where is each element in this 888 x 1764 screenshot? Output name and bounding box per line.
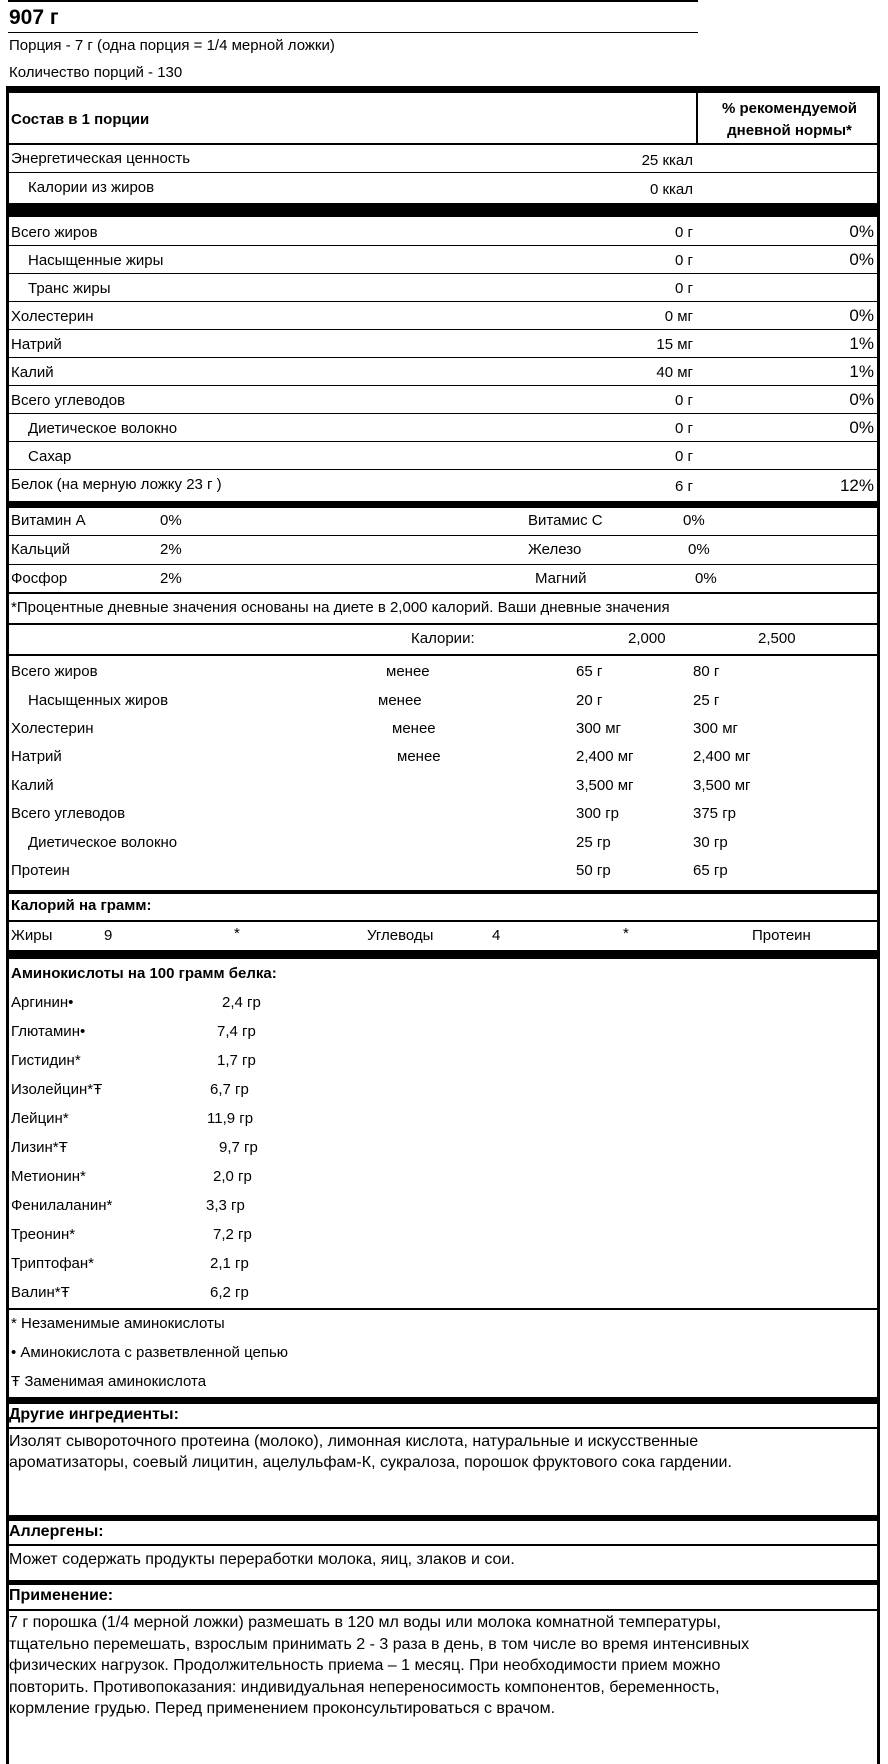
nutrient-label: Белок (на мерную ложку 23 г )	[11, 476, 222, 493]
nutrient-label: Калий	[11, 364, 54, 381]
nutrient-label: Транс жиры	[28, 280, 111, 297]
amino-value: 3,3 гр	[206, 1197, 245, 1214]
amino-name: Лейцин*	[11, 1110, 69, 1127]
daily-value-header: % рекомендуемой дневной нормы*	[721, 100, 858, 139]
reference-qualifier: менее	[392, 720, 436, 737]
nutrient-label: Насыщенные жиры	[28, 252, 164, 269]
divider	[8, 654, 880, 656]
reference-v2: 80 г	[693, 663, 720, 680]
allergens-text: Может содержать продукты переработки молока, яиц, злаков и сои.	[9, 1551, 515, 1568]
nutrient-dv: 0%	[849, 306, 874, 325]
thick-rule	[6, 86, 880, 93]
nutrient-label: Сахар	[28, 448, 72, 465]
divider	[8, 1308, 880, 1310]
reference-v2: 65 гр	[693, 862, 728, 879]
nutrient-dv: 0%	[849, 222, 874, 241]
nutrient-dv: 1%	[849, 334, 874, 353]
amino-name: Изолейцин*Ŧ	[11, 1081, 103, 1098]
nutrient-amount: 0 мг	[664, 308, 693, 325]
amino-acids-title: Аминокислоты на 100 грамм белка:	[11, 965, 277, 982]
nutrient-amount: 15 мг	[656, 336, 693, 353]
reference-label: Холестерин	[11, 720, 94, 737]
divider	[8, 32, 698, 33]
divider	[8, 172, 880, 173]
vitamin-label: Фосфор	[11, 570, 68, 587]
reference-v1: 50 гр	[576, 862, 611, 879]
nutrient-amount: 40 мг	[656, 364, 693, 381]
nutrient-amount: 0 г	[675, 448, 693, 465]
vitamin-label: Кальций	[11, 541, 70, 558]
divider	[6, 143, 880, 145]
usage-text: 7 г порошка (1/4 мерной ложки) размешать в 120 мл воды или молока комнатной температуры, тщательно перемешать, взрослым принимать 2 - 3 раза в день, в том числе во время интенсивных физических нагрузок. Продолжительность приема – 1 месяц. При необходимости прием можно повторить. Противопоказания: индивидуальная непереносимость компонентов, беременность, кормление грудью. Перед применением проконсультироваться с врачом.	[9, 1614, 750, 1717]
divider	[8, 245, 880, 246]
nutrient-amount: 0 г	[675, 280, 693, 297]
nutrient-dv: 0%	[849, 390, 874, 409]
reference-v1: 3,500 мг	[576, 777, 634, 794]
serving-size: Порция - 7 г (одна порция = 1/4 мерной ложки)	[9, 37, 335, 54]
top-rule	[8, 0, 698, 2]
nutrient-label: Всего углеводов	[11, 392, 126, 409]
divider	[8, 273, 880, 274]
divider	[8, 441, 880, 442]
divider	[8, 413, 880, 414]
divider	[8, 1427, 880, 1429]
vitamin-value: 0%	[160, 512, 182, 529]
nutrient-dv: 0%	[849, 250, 874, 269]
nutrient-amount: 0 г	[675, 420, 693, 437]
thick-rule	[6, 890, 880, 894]
amino-value: 2,1 гр	[210, 1255, 249, 1272]
reference-v1: 300 мг	[576, 720, 621, 737]
vitamin-value: 2%	[160, 570, 182, 587]
divider	[8, 623, 880, 625]
column-divider	[696, 93, 698, 144]
vitamin-label: Витамин А	[11, 512, 86, 529]
amino-value: 7,4 гр	[217, 1023, 256, 1040]
thick-rule	[6, 501, 880, 508]
amino-name: Фенилаланин*	[11, 1197, 113, 1214]
amino-name: Гистидин*	[11, 1052, 81, 1069]
amino-name: Лизин*Ŧ	[11, 1139, 68, 1156]
amino-value: 2,4 гр	[222, 994, 261, 1011]
nutrient-label: Холестерин	[11, 308, 94, 325]
calories-from-fat-label: Калории из жиров	[28, 179, 155, 196]
vitamin-label: Магний	[535, 570, 587, 587]
daily-values-footnote: *Процентные дневные значения основаны на диете в 2,000 калорий. Ваши дневные значения	[11, 599, 670, 616]
reference-label: Всего углеводов	[11, 805, 126, 822]
legend-bcaa: • Аминокислота с разветвленной цепью	[11, 1344, 289, 1361]
reference-v2: 300 мг	[693, 720, 738, 737]
vitamin-label: Витамис С	[528, 512, 603, 529]
reference-v2: 30 гр	[693, 834, 728, 851]
amino-name: Аргинин•	[11, 994, 74, 1011]
reference-v2: 3,500 мг	[693, 777, 751, 794]
amino-value: 1,7 гр	[217, 1052, 256, 1069]
separator-asterisk: *	[623, 925, 629, 942]
amino-name: Триптофан*	[11, 1255, 95, 1272]
reference-v1: 300 гр	[576, 805, 620, 822]
divider	[8, 385, 880, 386]
amino-value: 6,7 гр	[210, 1081, 249, 1098]
reference-label: Всего жиров	[11, 663, 98, 680]
vitamin-value: 0%	[695, 570, 717, 587]
reference-qualifier: менее	[378, 692, 422, 709]
box-left-border	[6, 86, 9, 1764]
nutrient-dv: 0%	[849, 418, 874, 437]
reference-v1: 20 г	[576, 692, 603, 709]
box-right-border	[877, 86, 880, 1764]
fat-label: Жиры	[11, 927, 53, 944]
reference-label: Насыщенных жиров	[28, 692, 169, 709]
vitamin-label: Железо	[528, 541, 582, 558]
vitamin-value: 2%	[160, 541, 182, 558]
carbs-label: Углеводы	[367, 927, 434, 944]
thick-rule	[6, 203, 880, 217]
nutrient-amount: 0 г	[675, 252, 693, 269]
divider	[8, 535, 880, 536]
reference-calories-2000: 2,000	[628, 630, 666, 647]
energy-value: 25 ккал	[641, 152, 693, 169]
divider	[8, 1609, 880, 1611]
nutrient-dv: 12%	[839, 476, 874, 495]
usage-title: Применение:	[9, 1587, 114, 1604]
thick-rule	[6, 1580, 880, 1585]
package-weight: 907 г	[9, 6, 59, 29]
reference-qualifier: менее	[386, 663, 430, 680]
nutrient-label: Всего жиров	[11, 224, 98, 241]
divider	[8, 301, 880, 302]
amino-value: 6,2 гр	[210, 1284, 249, 1301]
amino-name: Валин*Ŧ	[11, 1284, 70, 1301]
allergens-title: Аллергены:	[9, 1523, 104, 1540]
carbs-value: 4	[492, 927, 501, 944]
vitamin-value: 0%	[688, 541, 710, 558]
legend-nonessential: Ŧ Заменимая аминокислота	[11, 1373, 207, 1390]
vitamin-value: 0%	[683, 512, 705, 529]
divider	[8, 564, 880, 565]
amino-value: 7,2 гр	[213, 1226, 252, 1243]
nutrient-amount: 0 г	[675, 224, 693, 241]
nutrient-label: Натрий	[11, 336, 62, 353]
reference-qualifier: менее	[397, 748, 441, 765]
thick-rule	[6, 1397, 880, 1404]
reference-calories-2500: 2,500	[758, 630, 796, 647]
other-ingredients-title: Другие ингредиенты:	[9, 1406, 179, 1423]
thick-rule	[6, 950, 880, 959]
divider	[8, 1544, 880, 1546]
amino-value: 2,0 гр	[213, 1168, 252, 1185]
nutrient-dv: 1%	[849, 362, 874, 381]
nutrient-amount: 0 г	[675, 392, 693, 409]
reference-calories-label: Калории:	[411, 630, 475, 647]
reference-label: Натрий	[11, 748, 62, 765]
reference-v2: 25 г	[693, 692, 720, 709]
thick-rule	[6, 1515, 880, 1521]
divider	[8, 592, 880, 594]
energy-label: Энергетическая ценность	[11, 150, 191, 167]
amino-name: Треонин*	[11, 1226, 76, 1243]
divider	[8, 329, 880, 330]
nutrient-label: Диетическое волокно	[28, 420, 178, 437]
fat-value: 9	[104, 927, 113, 944]
divider	[8, 920, 880, 922]
legend-essential: * Незаменимые аминокислоты	[11, 1315, 225, 1332]
divider	[8, 357, 880, 358]
reference-label: Диетическое волокно	[28, 834, 178, 851]
composition-title: Состав в 1 порции	[11, 111, 150, 128]
amino-name: Глютамин•	[11, 1023, 86, 1040]
amino-name: Метионин*	[11, 1168, 86, 1185]
other-ingredients-text: Изолят сывороточного протеина (молоко), лимонная кислота, натуральные и искусственные ароматизаторы, соевый лицитин, ацелульфам-К, сукралоза, порошок фруктового сока гардении.	[9, 1433, 732, 1471]
reference-v2: 2,400 мг	[693, 748, 751, 765]
amino-value: 9,7 гр	[219, 1139, 258, 1156]
nutrient-amount: 6 г	[675, 478, 693, 495]
reference-label: Калий	[11, 777, 54, 794]
protein-label: Протеин	[752, 927, 811, 944]
calories-per-gram-title: Калорий на грамм:	[11, 897, 152, 914]
separator-asterisk: *	[234, 925, 240, 942]
reference-v1: 2,400 мг	[576, 748, 634, 765]
divider	[8, 469, 880, 470]
reference-label: Протеин	[11, 862, 70, 879]
reference-v1: 65 г	[576, 663, 603, 680]
servings-count: Количество порций - 130	[9, 64, 183, 81]
calories-from-fat-value: 0 ккал	[649, 181, 693, 198]
amino-value: 11,9 гр	[207, 1110, 254, 1127]
reference-v2: 375 гр	[693, 805, 737, 822]
reference-v1: 25 гр	[576, 834, 611, 851]
